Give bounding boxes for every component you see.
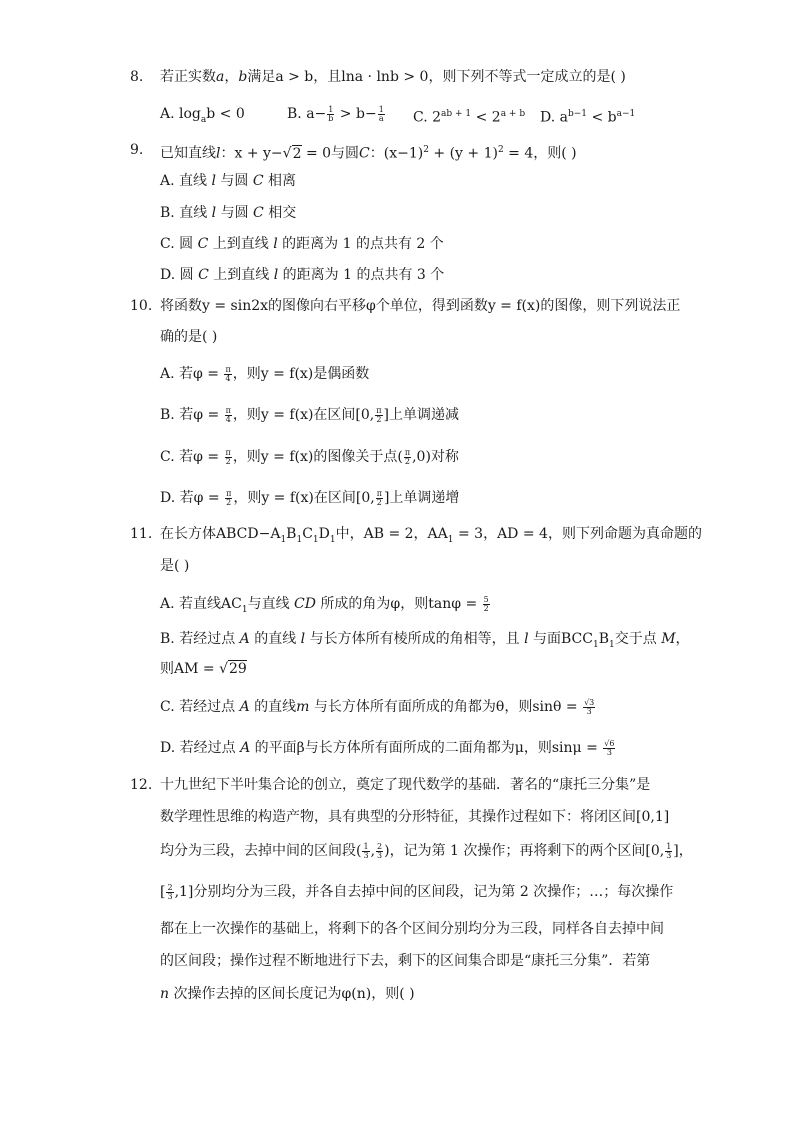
q9-option-b[interactable]: B. 直线 l 与圆 C 相交 [160, 205, 297, 221]
q11-stem: 11. 在长方体$ABCD-A_1B_1C_1D_1$中，AB = 2，$AA_1 = 3$，AD = 4，则下列命题为真命题的 [130, 526, 702, 545]
q9-number: 9. [130, 142, 144, 158]
q10-stem-cont: 确的是( ) [160, 329, 218, 345]
q12-line-7: n 次操作去掉的区间长度记为φ(n)，则( ) [160, 986, 415, 1002]
q8-stem: 8. 若正实数a，b满足a > b，且lna · lnb > 0，则下列不等式一定成立的是( ) [130, 69, 626, 85]
q8-option-d[interactable]: D. $a^{b-1} < b^{a-1}$ [540, 109, 636, 126]
q11-number: 11. [130, 526, 153, 542]
q8-option-b[interactable]: B. a− $\frac{1}{b}$ > b− $\frac{1}{a}$ [287, 104, 384, 123]
q11-option-d[interactable]: D. 若经过点 A 的平面β与长方体所有面所成的二面角都为μ，则sinμ = $\frac{√6}{3}$ [160, 738, 615, 757]
q12-number: 12. [130, 777, 153, 793]
q10-option-a[interactable]: A. 若φ = $\frac{\pi}{4}$ ，则y = f(x)是偶函数 [160, 364, 370, 383]
q12-line-6: 的区间段；操作过程不断地进行下去，剩下的区间集合即是“康托三分集”．若第 [160, 953, 651, 969]
q8-option-c[interactable]: C. $2^{ab + 1} < 2^{a + b}$ [413, 109, 526, 126]
q11-option-c[interactable]: C. 若经过点 A 的直线m 与长方体所有面所成的角都为θ，则sinθ = $\frac{√3}{3}$ [160, 697, 595, 716]
q12-line-5: 都在上一次操作的基础上，将剩下的各个区间分别均分为三段，同样各自去掉中间 [160, 921, 664, 937]
q9-option-a[interactable]: A. 直线 l 与圆 C 相离 [160, 173, 297, 189]
q8-number: 8. [130, 69, 144, 85]
q11-option-b-cont: 则AM = √29 [160, 661, 247, 677]
q11-stem-cont: 是( ) [160, 558, 190, 574]
q12-line-4: [ $\frac{2}{3}$ ,1]分别均分为三段，并各自去掉中间的区间段，记为第 2 次操作；…；每次操作 [160, 882, 674, 901]
q10-option-d[interactable]: D. 若φ = $\frac{\pi}{2}$ ，则y = f(x)在区间[0, $\frac{\pi}{2}$ ]上单调递增 [160, 488, 460, 507]
q8-option-a[interactable]: A. $\log_ab < 0$ [160, 106, 245, 125]
q9-option-d[interactable]: D. 圆 C 上到直线 l 的距离为 1 的点共有 3 个 [160, 267, 445, 283]
q10-stem: 10. 将函数y = sin2x的图像向右平移φ个单位，得到函数y = f(x)的图像，则下列说法正 [130, 298, 681, 314]
q9-option-c[interactable]: C. 圆 C 上到直线 l 的距离为 1 的点共有 2 个 [160, 236, 444, 252]
q12-line-2: 数学理性思维的构造产物，具有典型的分形特征，其操作过程如下：将闭区间[0,1] [160, 809, 670, 825]
q12-stem: 12. 十九世纪下半叶集合论的创立，奠定了现代数学的基础．著名的“康托三分集”是 [130, 777, 651, 793]
q9-stem: 9. 已知直线l：x + y−√2 = 0与圆C：$(x-1)^2 + (y + 1)^2 = 4$，则( ) [130, 142, 577, 162]
q12-line-3: 均分为三段，去掉中间的区间段( $\frac{1}{3}$ , $\frac{2}{3}$ )，记为第 1 次操作；再将剩下的两个区间[0, $\frac{1}{3}$ ]， [160, 841, 693, 860]
q10-option-c[interactable]: C. 若φ = $\frac{\pi}{2}$ ，则y = f(x)的图像关于点( $\frac{\pi}{2}$ ,0)对称 [160, 447, 459, 466]
q11-option-b[interactable]: B. 若经过点 A 的直线 l 与长方体所有棱所成的角相等，且 l 与面$BCC_1B_1$交于点 M， [160, 631, 690, 650]
q10-option-b[interactable]: B. 若φ = $\frac{\pi}{4}$ ，则y = f(x)在区间[0, $\frac{\pi}{2}$ ]上单调递减 [160, 405, 459, 424]
q10-number: 10. [130, 298, 153, 314]
q11-option-a[interactable]: A. 若直线$AC_1$与直线 CD 所成的角为φ，则tanφ = $\frac{5}{2}$ [160, 594, 489, 615]
